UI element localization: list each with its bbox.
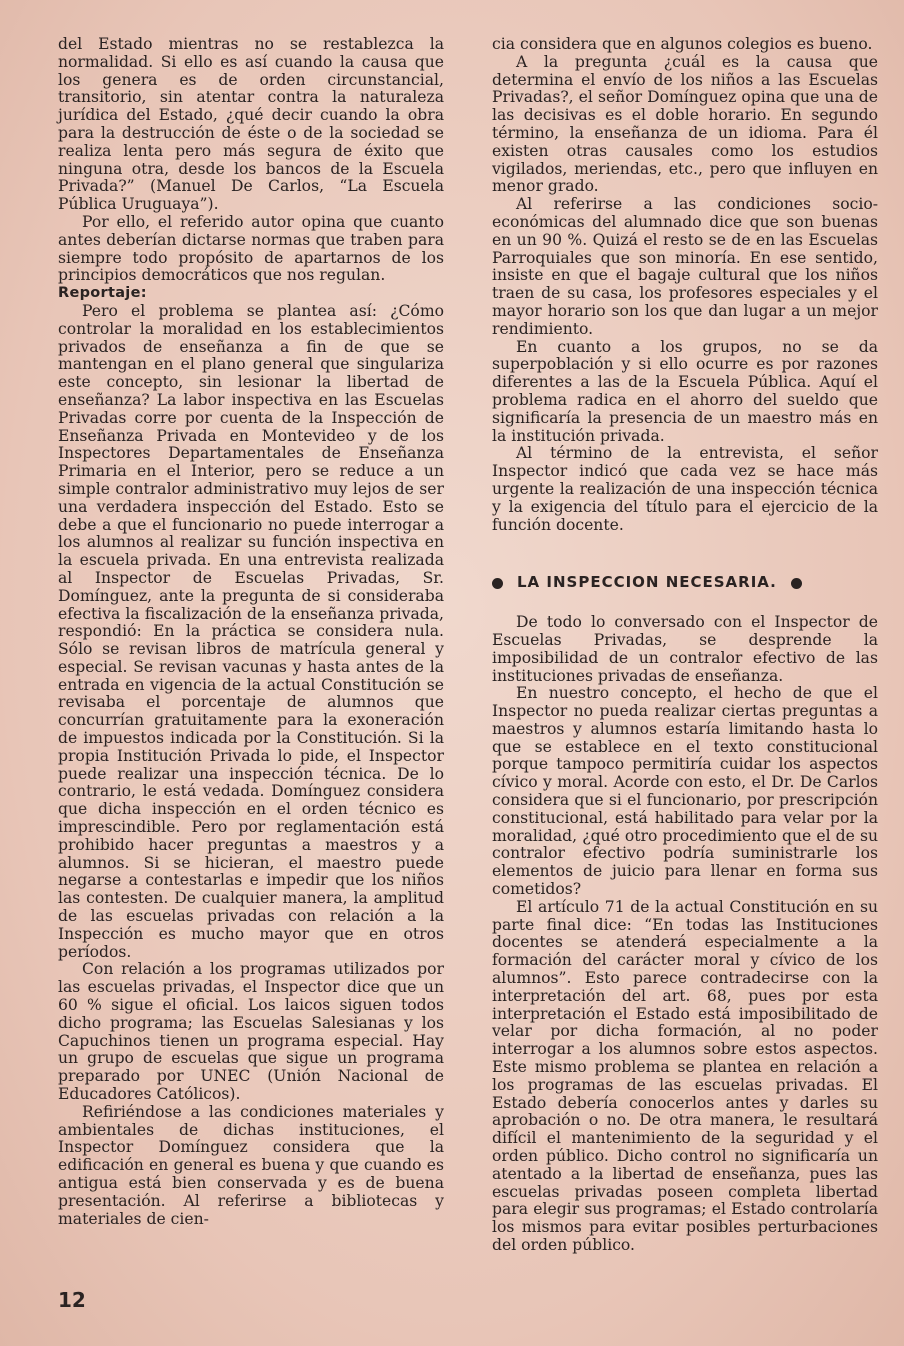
left-column: [58, 36, 444, 1228]
bullet-icon: [791, 578, 802, 589]
paragraph-grupos: En cuanto a los grupos, no se da superpoblación y si ello ocurre es por razones diferentes a las de la Escuela Pública. Aquí el problema radica en el ahorro del sueldo que significaría la presencia de un maestro más en la institución privada.: [492, 337, 878, 445]
paragraph-continuation: cia considera que en algunos colegios es bueno.: [492, 35, 873, 53]
paragraph-pregunta: A la pregunta ¿cuál es la causa que determina el envío de los niños a las Escuelas Privadas?, el señor Domínguez opina que una de las decisivas es el doble horario. En segundo término, la enseñanza de un idioma. Para él existen otras causales como los estudios vigilados, meriendas, etc., pero que influyen en menor grado.: [492, 52, 878, 196]
bullet-icon: [492, 578, 503, 589]
paragraph-programas: Con relación a los programas utilizados por las escuelas privadas, el Inspector dice que un 60 % sigue el oficial. Los laicos siguen todos dicho programa; las Escuelas Salesianas y los Capuchinos tienen un programa especial. Hay un grupo de escuelas que sigue un programa preparado por UNEC (Unión Nacional de Educadores Católicos).: [58, 960, 444, 1104]
paragraph-condiciones: Refiriéndose a las condiciones materiales y ambientales de dichas instituciones, el Inspector Domínguez considera que la edificación en general es buena y que cuando es antigua está bien conservada y es de buena presentación. Al referirse a bibliotecas y materiales de cien-: [58, 1102, 444, 1228]
right-column: [492, 36, 878, 1255]
paragraph-socio: Al referirse a las condiciones socio-económicas del alumnado dice que son buenas en un 90 %. Quizá el resto se de en las Escuelas Parroquiales que son minoría. En ese sentido, insiste en que el bagaje cultural que los niños traen de su casa, los profesores especiales y el mayor horario son los que dan lugar a un mejor rendimiento.: [492, 195, 878, 338]
paragraph-articulo: El artículo 71 de la actual Constitución en su parte final dice: “En todas las Instituciones docentes se atenderá especialmente a la formación del carácter moral y cívico de los alumnos”. Esto parece contradecirse con la interpretación del art. 68, pues por esta interpretación el Estado está imposibilitado de velar por dicha formación, al no poder interrogar a los alumnos sobre estos aspectos. Este mismo problema se plantea en relación a los programas de las escuelas privadas. El Estado debería conocerlos antes y darles su aprobación o no. De otra manera, le resultará difícil el mantenimiento de la seguridad y el orden público. Dicho control no significaría un atentado a la libertad de enseñanza, pues las escuelas privadas poseen completa libertad para elegir sus programas; el Estado controlaría los mismos para evitar posibles perturbaciones del orden público.: [492, 897, 878, 1254]
page-number: 12: [58, 1288, 86, 1312]
paragraph-intro: del Estado mientras no se restablezca la normalidad. Si ello es así cuando la causa que los genera es de orden circunstancial, transitorio, sin atentar contra la naturaleza jurídica del Estado, ¿qué decir cuando la obra para la destrucción de éste o de la sociedad se realiza lenta pero más segura de éxito que ninguna otra, desde los bancos de la Escuela Privada?” (Manuel De Carlos, “La Escuela Pública Uruguaya”).: [58, 35, 444, 214]
paragraph-problema: Pero el problema se plantea así: ¿Cómo controlar la moralidad en los establecimientos privados de enseñanza a fin de que se mantengan en el plano general que singulariza este concepto, sin lesionar la libertad de enseñanza? La labor inspectiva en las Escuelas Privadas corre por cuenta de la Inspección de Enseñanza Privada en Montevideo y de los Inspectores Departamentales de Enseñanza Primaria en el Interior, pero se reduce a un simple contralor administrativo muy lejos de ser una verdadera inspección del Estado. Esto se debe a que el funcionario no puede interrogar a los alumnos al realizar su función inspectiva en la escuela privada. En una entrevista realizada al Inspector de Escuelas Privadas, Sr. Domínguez, ante la pregunta de si consideraba efectiva la fiscalización de la enseñanza privada, respondió: En la práctica se considera nula. Sólo se revisan libros de matrícula general y especial. Se revisan vacunas y hasta antes de la entrada en vigencia de la actual Constitución se revisaba el porcentaje de alumnos que concurrían gratuitamente para la exoneración de impuestos indicada por la Constitución. Si la propia Institución Privada lo pide, el Inspector puede realizar una inspección técnica. De lo contrario, le está vedada. Domínguez considera que dicha inspección en el orden técnico es imprescindible. Pero por reglamentación está prohibido hacer preguntas a maestros y a alumnos. Si se hicieran, el maestro puede negarse a contestarlas e impedir que los niños las contesten. De cualquier manera, la amplitud de las escuelas privadas con relación a la Inspección es mucho mayor que en otros períodos.: [58, 301, 444, 961]
paragraph-conversado: De todo lo conversado con el Inspector de Escuelas Privadas, se desprende la imposibilidad de un contralor efectivo de las instituciones privadas de enseñanza.: [492, 613, 878, 685]
paragraph-concepto: En nuestro concepto, el hecho de que el Inspector no pueda realizar ciertas preguntas a maestros y alumnos estaría limitando hasta lo que se establece en el texto constitucional porque tampoco permitiría cuidar los aspectos cívico y moral. Acorde con esto, el Dr. De Carlos considera que si el funcionario, por prescripción constitucional, está habilitado para velar por la moralidad, ¿qué otro procedimiento que el de su contralor efectivo podría suministrarle los elementos de juicio para llenar en forma sus cometidos?: [492, 684, 878, 899]
paragraph-autor: Por ello, el referido autor opina que cuanto antes deberían dictarse normas que traben para siempre todo propósito de apartarnos de los principios democráticos que nos regulan.: [58, 212, 444, 285]
reportaje-heading: Reportaje:: [58, 285, 147, 302]
inspeccion-heading-text: LA INSPECCION NECESARIA.: [517, 573, 777, 592]
inspeccion-heading: [492, 574, 878, 592]
paragraph-termino: Al término de la entrevista, el señor Inspector indicó que cada vez se hace más urgente la realización de una inspección técnica y la exigencia del título para el ejercicio de la función docente.: [492, 444, 878, 534]
